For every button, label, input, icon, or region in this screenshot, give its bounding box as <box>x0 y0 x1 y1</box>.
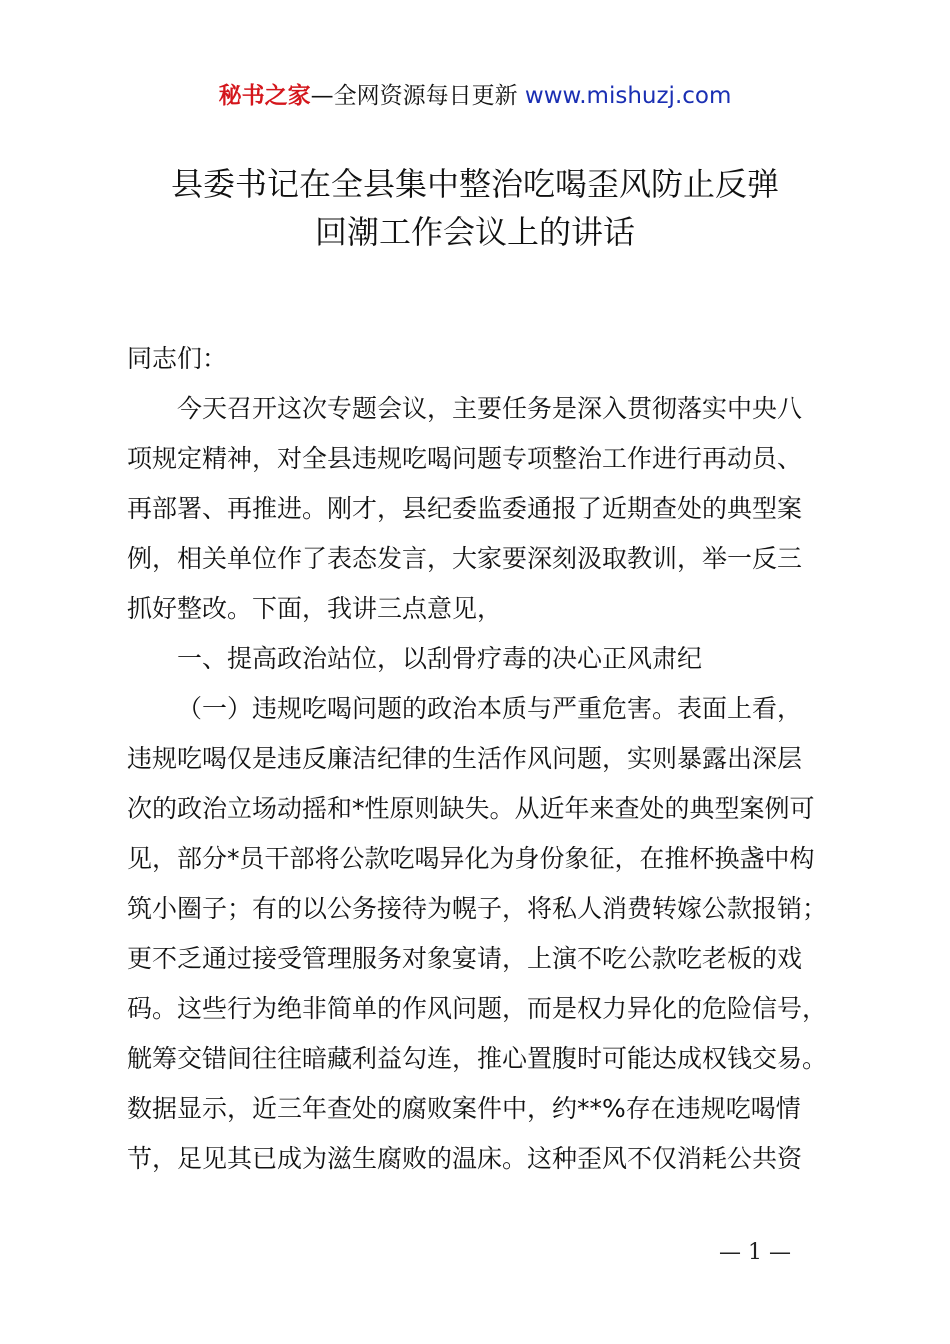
title-line-2: 回潮工作会议上的讲话 <box>314 213 635 251</box>
body-line: 违规吃喝仅是违反廉洁纪律的生活作风问题，实则暴露出深层 <box>127 744 803 773</box>
body-line: 觥筹交错间往往暗藏利益勾连，推心置腹时可能达成权钱交易。 <box>127 1044 828 1073</box>
body-line: 数据显示，近三年查处的腐败案件中，约**%存在违规吃喝情 <box>127 1094 801 1123</box>
title-line-1: 县委书记在全县集中整治吃喝歪风防止反弹 <box>170 165 779 203</box>
body-line: 码。这些行为绝非简单的作风问题，而是权力异化的危险信号， <box>127 994 828 1023</box>
body-line: 今天召开这次专题会议，主要任务是深入贯彻落实中央八 <box>177 394 803 423</box>
body-line: 节，足见其已成为滋生腐败的温床。这种歪风不仅消耗公共资 <box>127 1144 803 1173</box>
site-tagline: 全网资源每日更新 <box>333 83 525 109</box>
body-line: 抓好整改。下面，我讲三点意见， <box>127 594 503 623</box>
site-url-link[interactable]: www.mishuzj.com <box>524 83 732 109</box>
document-body <box>127 334 847 1184</box>
body-line: 更不乏通过接受管理服务对象宴请，上演不吃公款吃老板的戏 <box>127 944 803 973</box>
body-line: 再部署、再推进。刚才，县纪委监委通报了近期查处的典型案 <box>127 494 803 523</box>
salutation: 同志们： <box>127 344 228 373</box>
site-dash: — <box>310 83 334 109</box>
body-line: 例，相关单位作了表态发言，大家要深刻汲取教训，举一反三 <box>127 544 803 573</box>
site-header <box>0 80 950 112</box>
body-line: 筑小圈子；有的以公务接待为幌子，将私人消费转嫁公款报销； <box>127 894 828 923</box>
body-line: 次的政治立场动摇和*性原则缺失。从近年来查处的典型案例可 <box>127 794 815 823</box>
body-line: （一）违规吃喝问题的政治本质与严重危害。表面上看， <box>177 694 803 723</box>
site-name: 秘书之家 <box>218 83 311 109</box>
page-number: — 1 — <box>719 1240 791 1265</box>
section-heading: 一、提高政治站位，以刮骨疗毒的决心正风肃纪 <box>177 644 703 673</box>
body-line: 项规定精神，对全县违规吃喝问题专项整治工作进行再动员、 <box>127 444 803 473</box>
document-title <box>100 160 850 256</box>
body-line: 见，部分*员干部将公款吃喝异化为身份象征，在推杯换盏中构 <box>127 844 815 873</box>
